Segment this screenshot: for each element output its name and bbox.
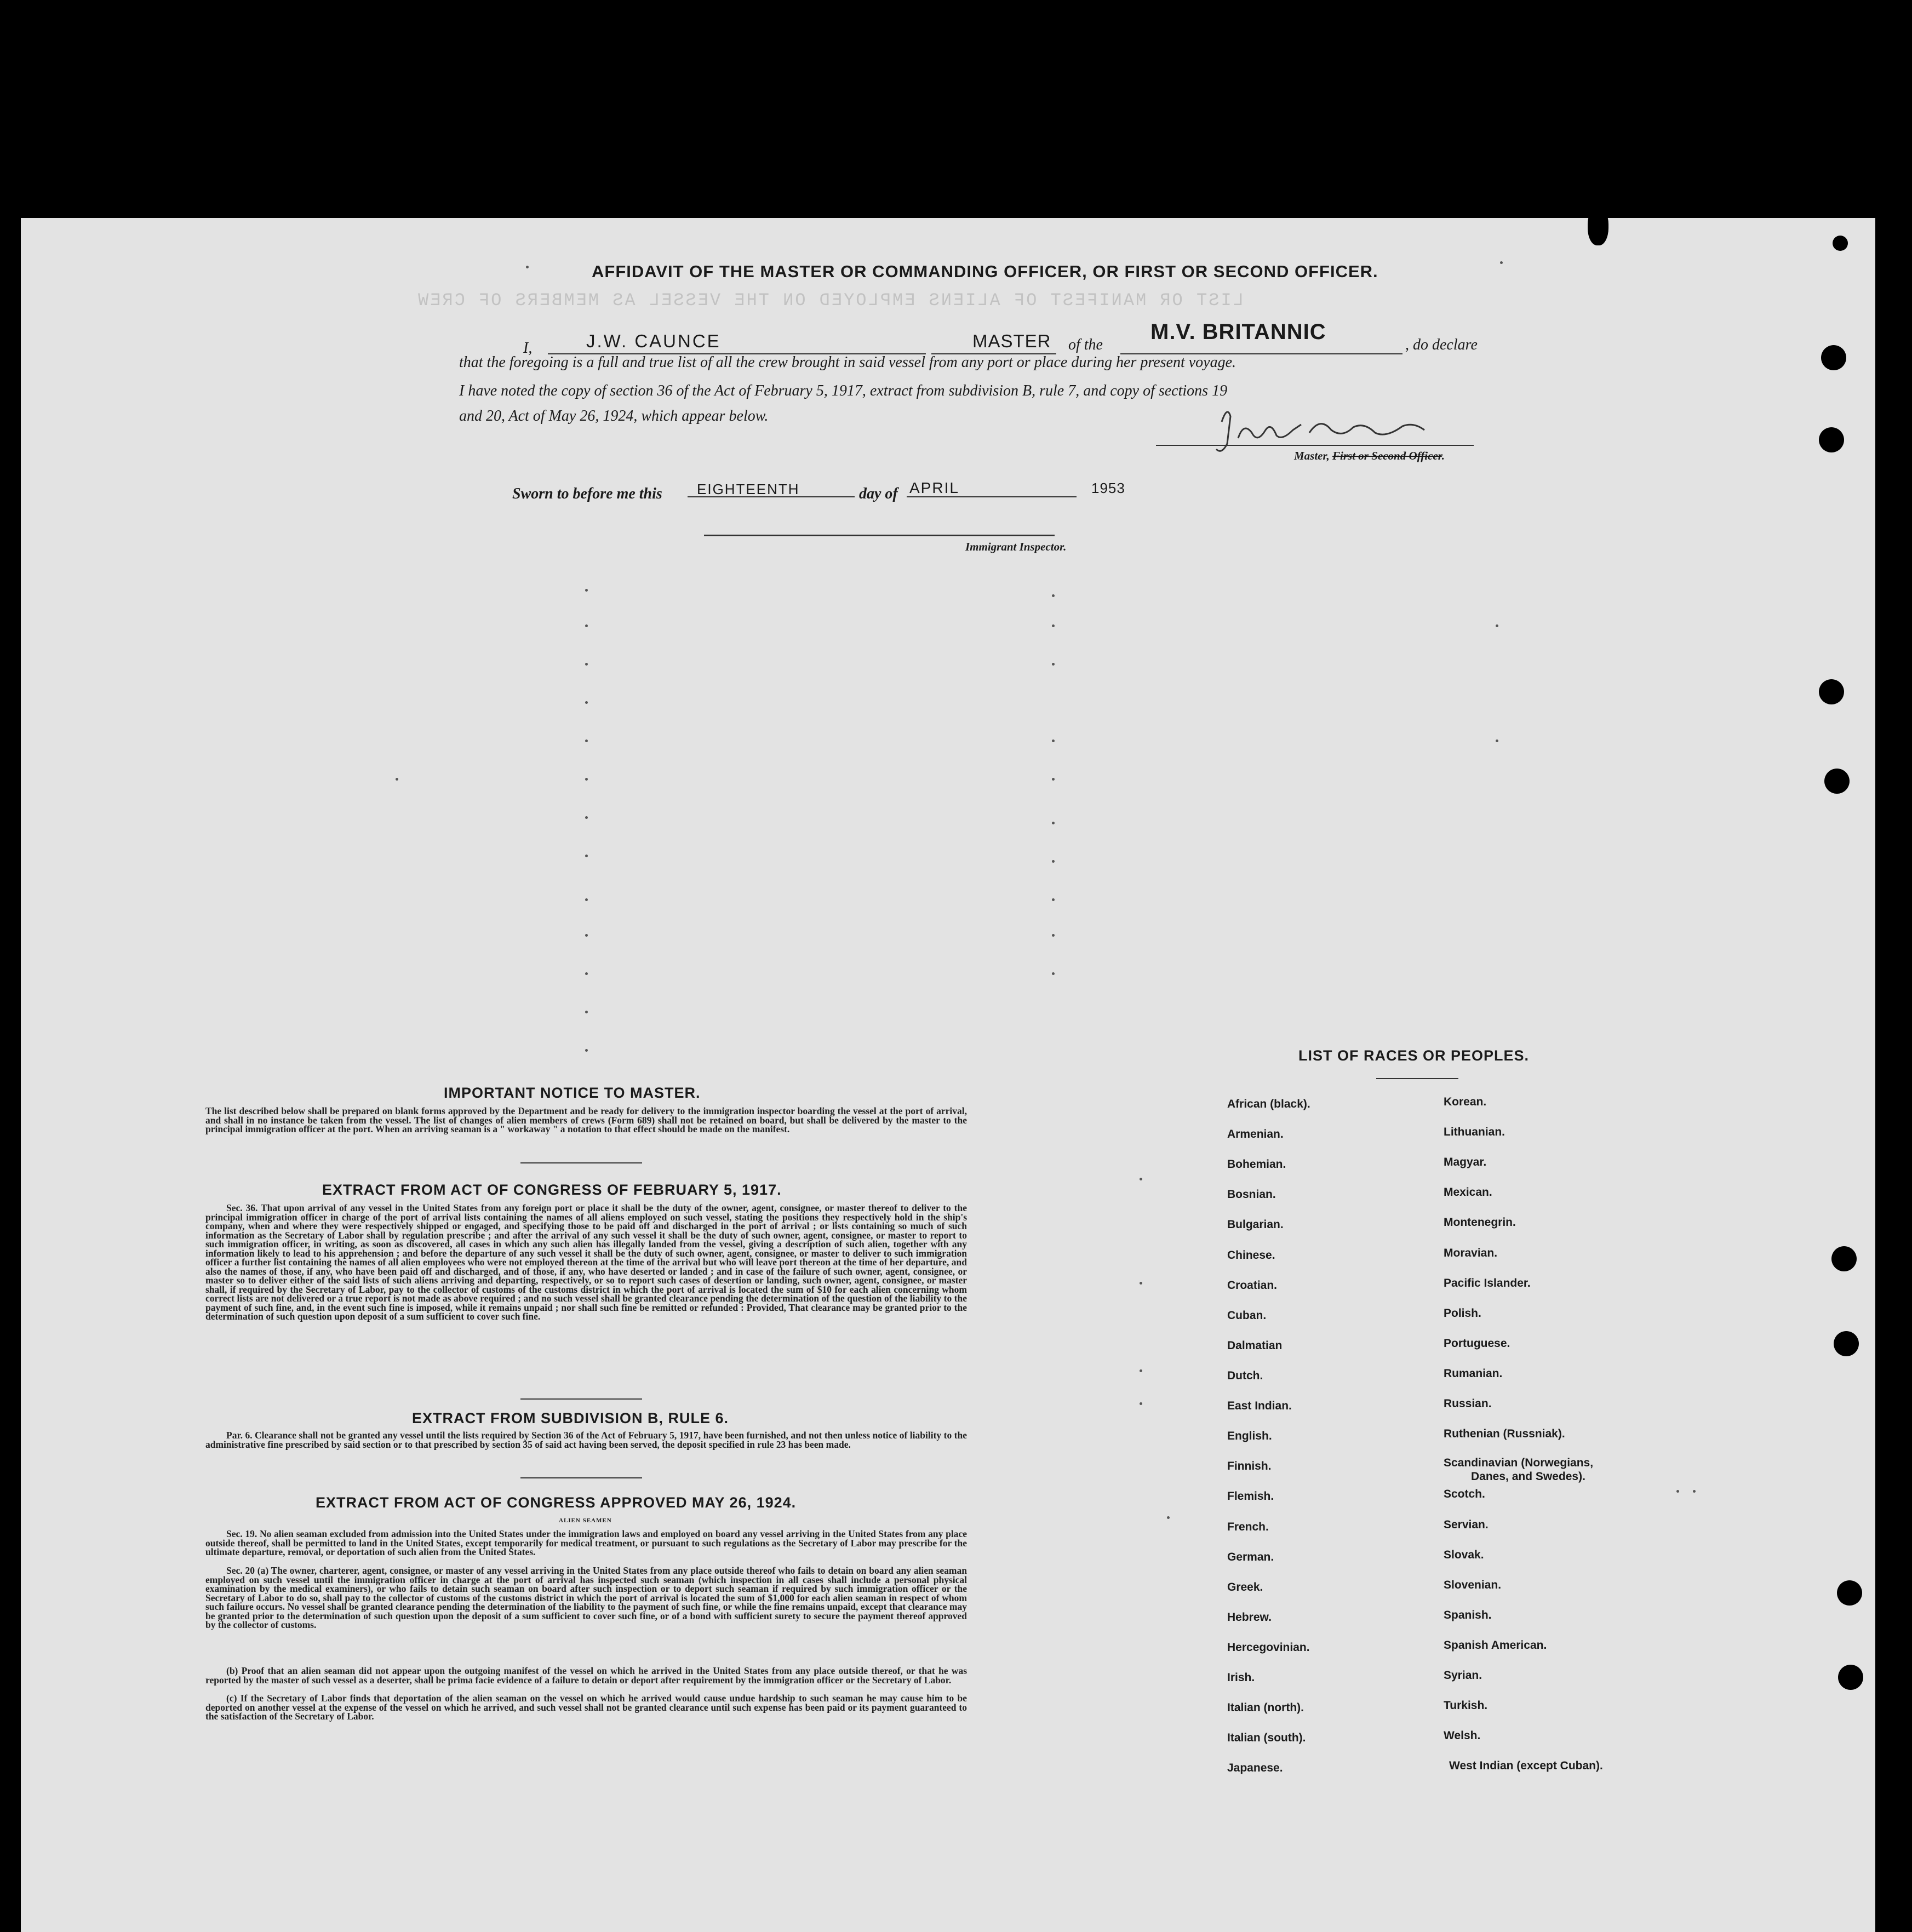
speck — [1140, 1369, 1142, 1372]
subdivision-b-heading: EXTRACT FROM SUBDIVISION B, RULE 6. — [412, 1410, 729, 1426]
notice-rule — [520, 1162, 642, 1163]
race-left: African (black). — [1227, 1098, 1310, 1110]
master-name: J.W. CAUNCE — [586, 331, 721, 351]
race-right: Mexican. — [1444, 1186, 1492, 1199]
affidavit-line-2: that the foregoing is a full and true list of all the crew brought in said vessel from any port or place during her present voyage. — [459, 354, 1236, 371]
speck — [1052, 624, 1055, 627]
speck — [526, 266, 529, 268]
reverse-heading: LIST OR MANIFEST OF ALIENS EMPLOYED ON THE VESSEL AS MEMBERS OF CREW — [416, 290, 1244, 311]
speck — [585, 739, 588, 742]
race-left: French. — [1227, 1521, 1269, 1533]
extract-1917-rule — [520, 1398, 642, 1400]
race-left: Cuban. — [1227, 1309, 1267, 1322]
speck — [1052, 898, 1055, 901]
punch-hole — [1834, 1331, 1859, 1356]
speck — [585, 1049, 588, 1052]
race-right: Magyar. — [1444, 1156, 1487, 1168]
race-left: Bulgarian. — [1227, 1218, 1284, 1231]
speck — [1500, 261, 1503, 264]
race-right: Polish. — [1444, 1307, 1481, 1320]
extract-1924-sec19: Sec. 19. No alien seaman excluded from admission into the United States under the immigration laws and employed on board any vessel arriving in the United States from any place outside thereof, shall be permitted to land in the United States, except temporarily for medical treatment, or pursuant to such regulations as the Secretary of Labor may prescribe for the ultimate departure, removal, or deportation of such alien from the United States. — [205, 1528, 967, 1557]
speck — [1140, 1402, 1142, 1405]
race-right: Turkish. — [1444, 1699, 1488, 1712]
race-right: Lithuanian. — [1444, 1126, 1505, 1138]
sworn-label: Sworn to before me this — [512, 485, 662, 502]
race-right: Korean. — [1444, 1096, 1487, 1108]
subdivision-b-text: Par. 6. Clearance shall not be granted any vessel until the lists required by Section 36 of the Act of February 5, 1917, have been furnished, and not then unless notice of liability to the administrative fine prescribed by said section or to that prescribed by section 35 of said act having been served, the deposit specified in rule 23 has been made. — [205, 1430, 967, 1450]
affidavit-line-4: and 20, Act of May 26, 1924, which appear below. — [459, 408, 769, 425]
punch-hole — [1824, 769, 1850, 794]
of-the-label: of the — [1068, 336, 1103, 353]
race-right: Montenegrin. — [1444, 1216, 1516, 1229]
speck — [1052, 594, 1055, 597]
day-of-label: day of — [859, 485, 898, 502]
race-right: Rumanian. — [1444, 1367, 1503, 1380]
punch-hole — [1588, 207, 1608, 245]
caption-master: Master, — [1294, 449, 1333, 462]
race-left: East Indian. — [1227, 1400, 1292, 1412]
signature-caption — [1294, 449, 1445, 463]
sworn-month-line — [907, 496, 1077, 497]
punch-hole — [1821, 345, 1846, 370]
speck — [1052, 663, 1055, 666]
race-left: German. — [1227, 1551, 1274, 1563]
affidavit-i-label: I, — [523, 340, 533, 357]
speck — [1167, 1516, 1170, 1519]
race-left: Hebrew. — [1227, 1611, 1272, 1624]
speck — [1140, 1282, 1142, 1285]
race-right: West Indian (except Cuban). — [1449, 1759, 1603, 1772]
race-left: Bohemian. — [1227, 1158, 1286, 1171]
race-right: Moravian. — [1444, 1247, 1498, 1259]
race-right-continuation: Danes, and Swedes). — [1471, 1470, 1585, 1483]
race-right: Pacific Islander. — [1444, 1277, 1531, 1289]
speck — [396, 778, 398, 781]
punch-hole — [1819, 679, 1844, 704]
speck — [585, 855, 588, 857]
race-right: Portuguese. — [1444, 1337, 1510, 1350]
extract-1924-heading: EXTRACT FROM ACT OF CONGRESS APPROVED MAY 26, 1924. — [316, 1494, 797, 1511]
extract-1917-text: Sec. 36. That upon arrival of any vessel in the United States from any foreign port or place it shall be the duty of the owner, agent, consignee, or master thereof to deliver to the principal immigration officer in charge of the port of arrival lists containing the names of all aliens employed on such vessel, stating the positions they respectively hold in the ship's company, when and where they were respectively shipped or engaged, and specifying those to be paid off and discharged in the port of arrival ; or lists containing so much of such information as the Secretary of Labor shall by regulation prescribe ; and after the arrival of any such vessel it shall be the duty of such owner, agent, consignee, or master to report to such immigration officer, in writing, as soon as discovered, all cases in which any such alien has illegally landed from the vessel, giving a description of such alien, together with any information likely to lead to his apprehension ; and before the departure of any such vessel it shall be the duty of such owner, agent, consignee, or master to deliver to such immigration officer a further list containing the names of all alien employees who were not employed thereon at the time of the arrival but who will leave port thereon at the time of her departure, and also the names of those, if any, who have been paid off and discharged, and of those, if any, who have deserted or landed ; and in case of the failure of such owner, agent, consignee, or master so to deliver either of the said lists of such aliens arriving and departing, respectively, or so to report such cases of desertion or landing, such owner, agent, consignee, or master shall, if required by the Secretary of Labor, pay to the collector of customs of the customs district in which the port of arrival is located the sum of $10 for each alien concerning whom correct lists are not delivered or a true report is not made as above required ; and no such vessel shall be granted clearance pending the determination of the question of the liability to the payment of such fine, and, in the event such fine is imposed, while it remains unpaid ; nor shall such fine be remitted or refunded : Provided, That clearance may be granted prior to the determination of such question upon deposit of a sum sufficient to cover such fine. — [205, 1202, 967, 1322]
race-right: Slovenian. — [1444, 1579, 1502, 1591]
race-right: Slovak. — [1444, 1549, 1484, 1561]
speck — [585, 816, 588, 819]
sworn-year: 1953 — [1091, 480, 1125, 496]
speck — [585, 701, 588, 704]
speck — [585, 589, 588, 592]
notice-text: The list described below shall be prepared on blank forms approved by the Department and be ready for delivery to the immigration inspector boarding the vessel at the port of arrival, and shall in no instance be taken from the vessel. The list of changes of alien members of crews (Form 689) shall not be retained on board, but shall be delivered by the master to the principal immigration officer at the port. When an arriving seaman is a " workaway " a notation to that effect should be made on the manifest. — [205, 1105, 967, 1134]
speck — [1052, 860, 1055, 863]
signature-line — [1156, 445, 1474, 446]
speck — [1676, 1490, 1679, 1493]
race-right: Ruthenian (Russniak). — [1444, 1427, 1565, 1440]
sworn-month: APRIL — [909, 479, 959, 496]
race-left: Finnish. — [1227, 1460, 1272, 1472]
race-right: Scotch. — [1444, 1488, 1485, 1500]
race-left: Italian (south). — [1227, 1732, 1306, 1744]
speck — [1052, 739, 1055, 742]
race-left: Hercegovinian. — [1227, 1641, 1310, 1654]
punch-hole — [1819, 427, 1844, 452]
speck — [1052, 972, 1055, 975]
punch-hole — [1837, 1580, 1862, 1606]
sworn-day-line — [688, 496, 855, 497]
race-right: Scandinavian (Norwegians, — [1444, 1457, 1594, 1469]
race-left: Greek. — [1227, 1581, 1263, 1593]
extract-1924-sec20b: (b) Proof that an alien seaman did not appear upon the outgoing manifest of the vessel on which he arrived in the United States from any place outside thereof, or that he was reported by the master of such vessel as a deserter, shall be prima facie evidence of a failure to detain or deport after requirement by the immigration officer or the Secretary of Labor. — [205, 1665, 967, 1686]
race-left: Armenian. — [1227, 1128, 1284, 1140]
race-right: Syrian. — [1444, 1669, 1482, 1682]
punch-hole — [1838, 1665, 1863, 1690]
race-left: Dutch. — [1227, 1369, 1263, 1382]
caption-period: . — [1441, 449, 1445, 462]
alien-seamen-subheading: ALIEN SEAMEN — [559, 1517, 612, 1524]
speck — [585, 624, 588, 627]
speck — [585, 898, 588, 901]
caption-first-second: First or Second Officer — [1332, 449, 1442, 462]
speck — [585, 663, 588, 666]
sworn-day: EIGHTEENTH — [697, 481, 800, 497]
notice-heading: IMPORTANT NOTICE TO MASTER. — [444, 1085, 701, 1101]
race-left: Flemish. — [1227, 1490, 1274, 1503]
race-left: Dalmatian — [1227, 1339, 1283, 1352]
speck — [1052, 778, 1055, 781]
extract-1924-sec20a: Sec. 20 (a) The owner, charterer, agent, consignee, or master of any vessel arriving in the United States from any place outside thereof who fails to detain on board any alien seaman employed on such vessel until the immigration officer in charge at the port of arrival has inspected such seaman (which inspection in all cases shall include a personal physical examination by the medical examiners), or who fails to detain such seaman on board after such inspection or to deport such seaman if required by such immigration officer or the Secretary of Labor to do so, shall pay to the collector of customs of the customs district in which the port of arrival is located the sum of $1,000 for each alien seaman in respect of whom such failure occurs. No vessel shall be granted clearance pending the determination of the liability to the payment of such fine, or while the fine remains unpaid, except that clearance may be granted prior to the determination of such question upon the deposit of a sum sufficient to cover such fine, or of a bond with sufficient surety to secure the payment thereof approved by the collector of customs. — [205, 1565, 967, 1630]
race-left: Italian (north). — [1227, 1701, 1304, 1714]
speck — [1496, 739, 1498, 742]
extract-1917-heading: EXTRACT FROM ACT OF CONGRESS OF FEBRUARY 5, 1917. — [322, 1182, 782, 1198]
race-left: Croatian. — [1227, 1279, 1278, 1292]
race-right: Spanish. — [1444, 1609, 1492, 1621]
race-left: Chinese. — [1227, 1249, 1275, 1262]
rank-value: MASTER — [972, 331, 1051, 351]
race-left: Irish. — [1227, 1671, 1255, 1684]
punch-hole — [1831, 1246, 1857, 1271]
race-left: English. — [1227, 1430, 1272, 1442]
races-title-rule — [1376, 1078, 1458, 1079]
punch-hole — [1833, 236, 1848, 251]
speck — [585, 1011, 588, 1013]
inspector-line — [704, 535, 1055, 536]
speck — [1693, 1490, 1696, 1493]
do-declare-label: , do declare — [1405, 336, 1478, 353]
vessel-name: M.V. BRITANNIC — [1150, 320, 1326, 344]
race-right: Spanish American. — [1444, 1639, 1547, 1652]
race-right: Welsh. — [1444, 1729, 1481, 1742]
speck — [585, 972, 588, 975]
race-left: Japanese. — [1227, 1762, 1283, 1774]
extract-1924-sec20c: (c) If the Secretary of Labor finds that deportation of the alien seaman on the vessel on which he arrived would cause undue hardship to such seaman he may cause him to be deported on another vessel at the expense of the vessel on which he arrived, and such vessel shall not be granted clearance until such expense has been paid or its payment guaranteed to the satisfaction of the Secretary of Labor. — [205, 1693, 967, 1722]
speck — [1052, 822, 1055, 824]
race-left: Bosnian. — [1227, 1188, 1276, 1201]
affidavit-line-3: I have noted the copy of section 36 of the Act of February 5, 1917, extract from subdivision B, rule 7, and copy of sections 19 — [459, 382, 1228, 399]
race-right: Servian. — [1444, 1518, 1489, 1531]
inspector-label: Immigrant Inspector. — [965, 540, 1067, 553]
speck — [1496, 624, 1498, 627]
race-right: Russian. — [1444, 1397, 1492, 1410]
affidavit-title: AFFIDAVIT OF THE MASTER OR COMMANDING OFFICER, OR FIRST OR SECOND OFFICER. — [592, 262, 1378, 281]
speck — [1052, 934, 1055, 937]
subdivision-b-rule — [520, 1477, 642, 1478]
races-title: LIST OF RACES OR PEOPLES. — [1298, 1047, 1530, 1064]
speck — [585, 934, 588, 937]
speck — [585, 778, 588, 781]
speck — [1140, 1178, 1142, 1180]
